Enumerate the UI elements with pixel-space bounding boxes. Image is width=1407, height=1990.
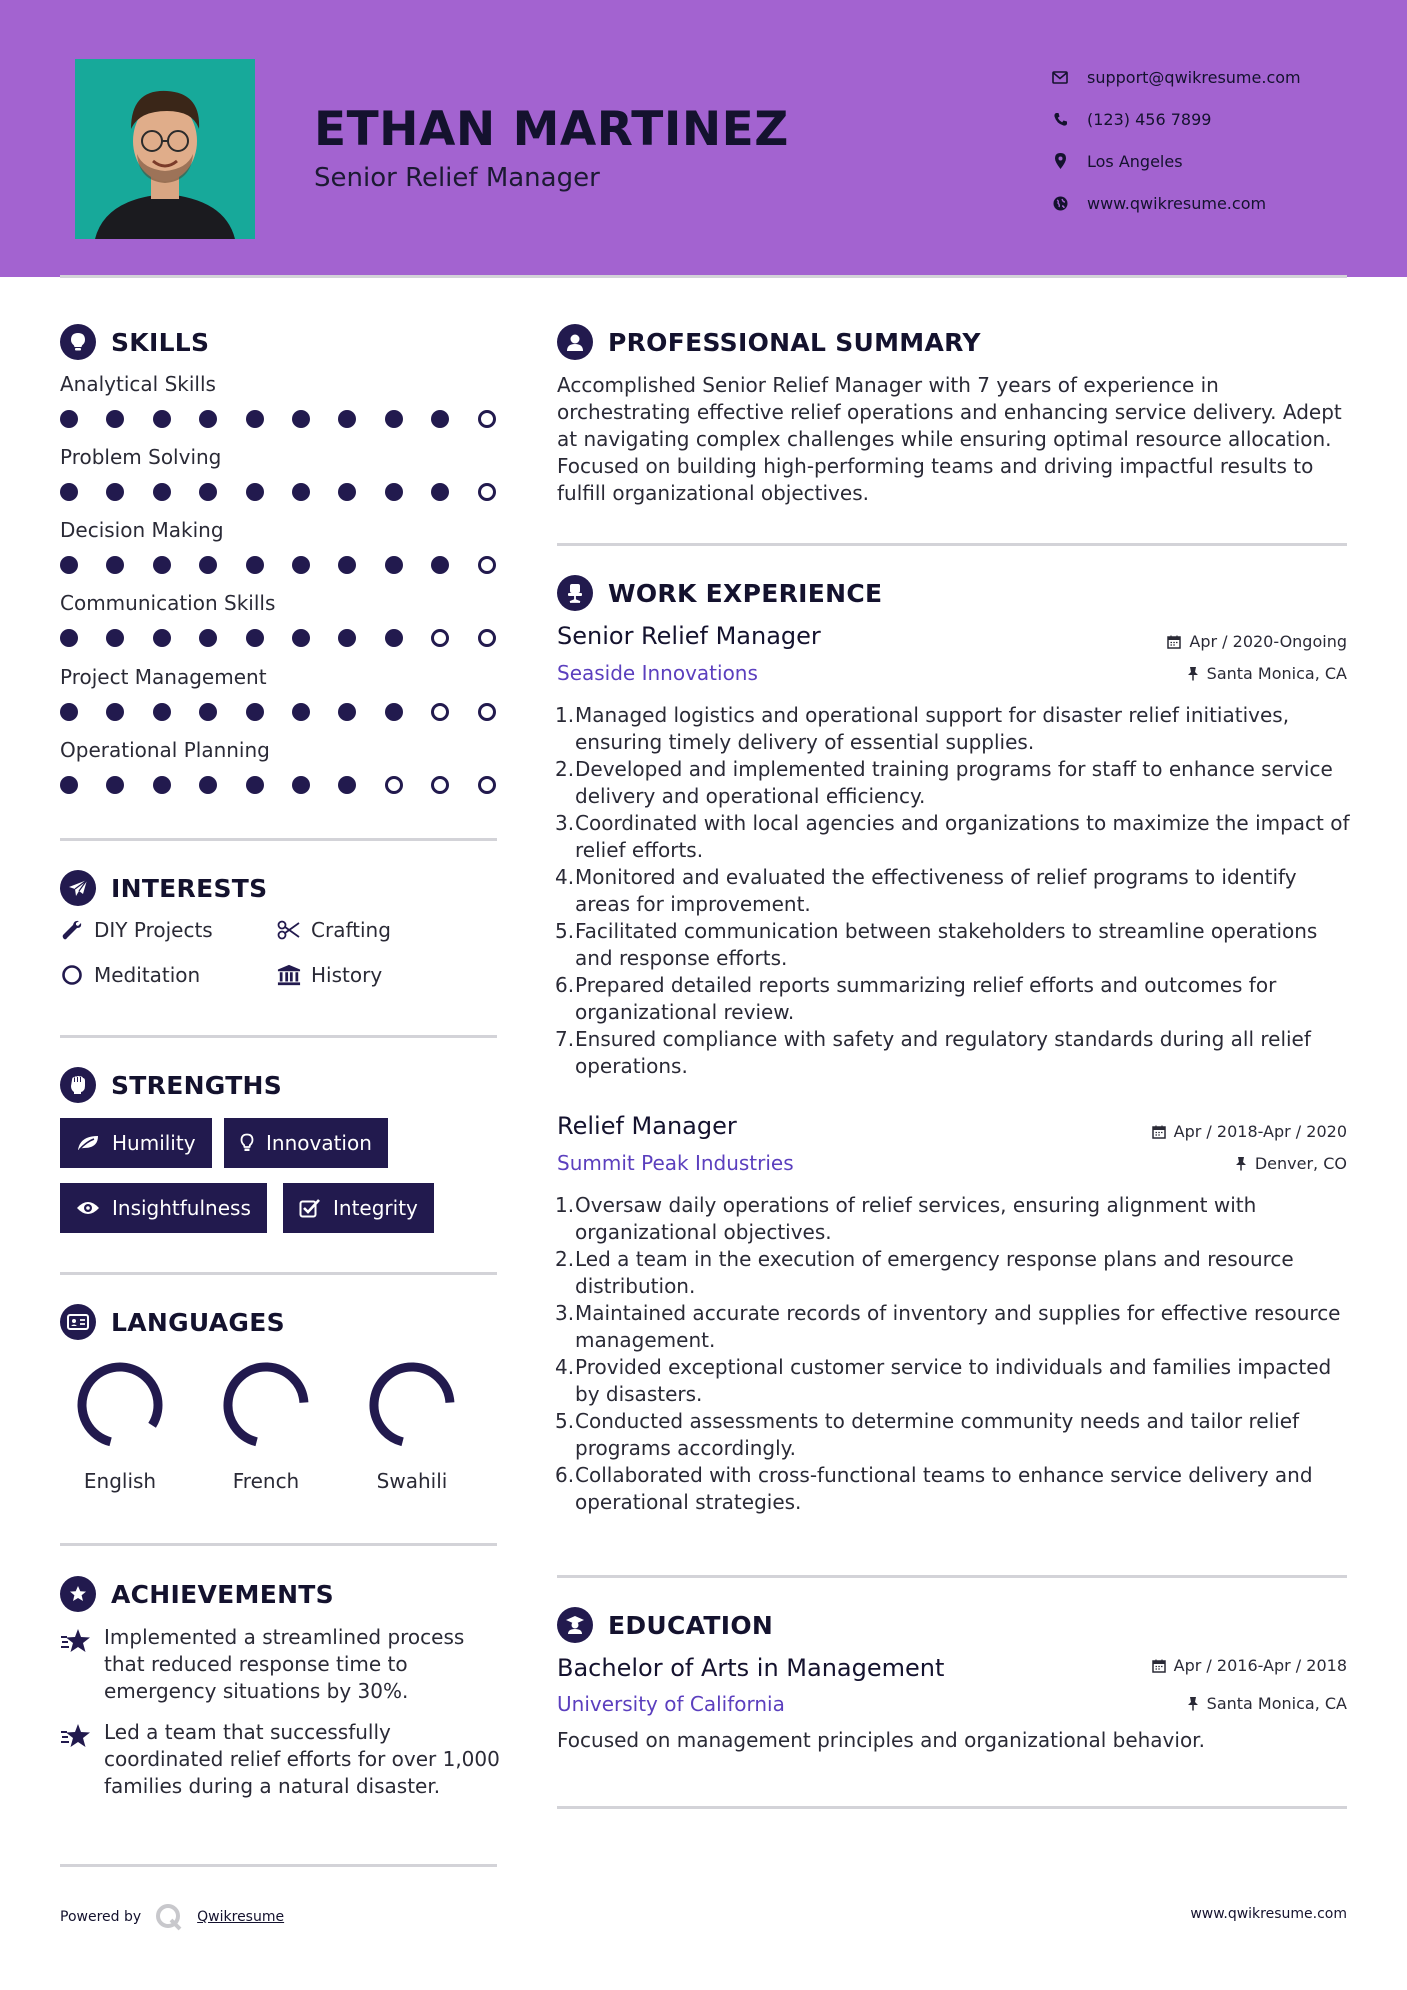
strengths-heading — [60, 1067, 282, 1103]
phone-icon — [1050, 109, 1070, 129]
skill-dot-filled — [106, 483, 124, 501]
skill-item — [60, 665, 500, 723]
skill-dot-filled — [199, 703, 217, 721]
achievements-heading — [60, 1576, 334, 1612]
language-level-ring — [218, 1357, 314, 1453]
job-dates-text: Apr / 2020-Ongoing — [1189, 632, 1347, 651]
interest-label: Meditation — [94, 963, 201, 987]
skill-dot-filled — [338, 556, 356, 574]
job-bullet: 6. Prepared detailed reports summarizing relief efforts and outcomes for organizational review. — [555, 973, 1277, 1024]
contact-location — [1050, 140, 1390, 182]
qwikresume-logo-icon — [155, 1903, 183, 1931]
strength-tag — [60, 1118, 212, 1168]
skill-dot-filled — [60, 776, 78, 794]
qwikresume-link[interactable]: Qwikresume — [197, 1909, 285, 1925]
skill-rating — [60, 556, 500, 576]
skill-dot-filled — [292, 776, 310, 794]
skill-name: Analytical Skills — [60, 372, 216, 396]
section-divider — [60, 1272, 497, 1275]
contact-phone-text: (123) 456 7899 — [1087, 109, 1212, 129]
skill-dot-filled — [338, 629, 356, 647]
candidate-name: ETHAN MARTINEZ — [314, 102, 789, 157]
skill-dot-filled — [246, 776, 264, 794]
skill-dot-filled — [60, 556, 78, 574]
skill-dot-filled — [60, 483, 78, 501]
school-name: University of California — [557, 1692, 785, 1716]
skill-dot-filled — [60, 410, 78, 428]
section-divider — [60, 1543, 497, 1546]
strength-tag — [224, 1118, 388, 1168]
skill-dot-empty — [478, 776, 496, 794]
skill-dot-filled — [338, 483, 356, 501]
skill-dot-empty — [478, 556, 496, 574]
strength-label: Integrity — [333, 1196, 418, 1220]
skill-dot-filled — [153, 410, 171, 428]
skill-dot-empty — [431, 703, 449, 721]
skill-dot-filled — [153, 556, 171, 574]
skill-dot-filled — [431, 410, 449, 428]
office-chair-icon — [557, 575, 593, 611]
skill-item — [60, 518, 500, 576]
skill-name: Decision Making — [60, 518, 224, 542]
skill-dot-empty — [431, 629, 449, 647]
paper-plane-icon — [60, 870, 96, 906]
summary-text: Accomplished Senior Relief Manager with 7 years of experience in orchestrating effective relief operations and enhancing service delivery. Adept at navigating complex challenges while ensuring optimal resource allocation. Focused on building high-performing teams and driving impactful results to fulfill organizational objectives. — [557, 373, 1342, 505]
education-title: EDUCATION — [608, 1610, 774, 1640]
job-bullet: 4. Monitored and evaluated the effectiveness of relief programs to identify areas for improvement. — [555, 865, 1297, 916]
experience-title: WORK EXPERIENCE — [608, 578, 883, 608]
skills-title: SKILLS — [111, 327, 210, 357]
job-bullet: 2. Developed and implemented training programs for staff to enhance service delivery and operational efficiency. — [555, 757, 1333, 808]
skill-dot-filled — [292, 703, 310, 721]
contact-location-text: Los Angeles — [1087, 151, 1183, 171]
job-bullet: 2. Led a team in the execution of emergency response plans and resource distribution. — [555, 1247, 1294, 1298]
user-icon — [557, 324, 593, 360]
person-avatar-icon — [75, 59, 255, 239]
job-dates — [1152, 1122, 1347, 1141]
strength-tag — [283, 1183, 434, 1233]
skill-dot-filled — [60, 703, 78, 721]
powered-by-label: Powered by — [60, 1909, 142, 1925]
degree-title: Bachelor of Arts in Management — [557, 1654, 945, 1682]
pushpin-icon — [1235, 1156, 1247, 1171]
job-location — [1235, 1154, 1347, 1173]
profile-photo — [75, 59, 255, 239]
envelope-icon — [1050, 67, 1070, 87]
globe-icon — [1050, 193, 1070, 213]
skill-item — [60, 738, 500, 796]
language-level-ring — [72, 1357, 168, 1453]
circle-icon — [60, 963, 84, 987]
interest-item — [277, 918, 391, 942]
skill-dot-filled — [338, 703, 356, 721]
section-divider — [60, 838, 497, 841]
skill-dot-filled — [153, 703, 171, 721]
skill-dot-empty — [478, 483, 496, 501]
language-name: French — [232, 1469, 300, 1493]
section-divider — [60, 1035, 497, 1038]
job-location-text: Santa Monica, CA — [1206, 664, 1347, 683]
skill-name: Problem Solving — [60, 445, 222, 469]
interests-heading — [60, 870, 267, 906]
skill-dot-filled — [292, 629, 310, 647]
education-dates — [1152, 1656, 1347, 1675]
skill-dot-filled — [246, 703, 264, 721]
job-title: Senior Relief Manager — [557, 622, 821, 650]
job-title: Relief Manager — [557, 1112, 737, 1140]
job-bullet: 3. Maintained accurate records of inventory and supplies for effective resource management. — [555, 1301, 1341, 1352]
job-bullet: 1. Oversaw daily operations of relief services, ensuring alignment with organizational objectives. — [555, 1193, 1257, 1244]
skill-dot-filled — [385, 483, 403, 501]
job-bullet: 5. Conducted assessments to determine community needs and tailor relief programs accordingly. — [555, 1409, 1300, 1460]
calendar-icon — [1152, 1659, 1166, 1673]
interest-label: DIY Projects — [94, 918, 213, 942]
language-level-arc — [82, 1367, 158, 1442]
star-icon — [60, 1624, 92, 1705]
footer-url[interactable]: www.qwikresume.com — [1190, 1906, 1347, 1922]
achievement-item — [60, 1624, 500, 1705]
job-location-text: Denver, CO — [1254, 1154, 1347, 1173]
language-level-ring — [364, 1357, 460, 1453]
language-level-arc — [374, 1367, 450, 1442]
strengths-title: STRENGTHS — [111, 1070, 283, 1100]
education-location-text: Santa Monica, CA — [1206, 1694, 1347, 1713]
graduate-icon — [557, 1607, 593, 1643]
skill-dot-filled — [385, 703, 403, 721]
skill-dot-filled — [431, 483, 449, 501]
job-bullet: 4. Provided exceptional customer service to individuals and families impacted by disasters. — [555, 1355, 1332, 1406]
language-item — [342, 1357, 482, 1493]
job-responsibilities — [557, 702, 1357, 1080]
job-responsibilities — [557, 1192, 1357, 1516]
skill-rating — [60, 483, 500, 503]
eye-icon — [76, 1200, 100, 1216]
skill-dot-filled — [338, 410, 356, 428]
skill-dot-filled — [60, 629, 78, 647]
star-badge-icon — [60, 1576, 96, 1612]
job-dates — [1167, 632, 1347, 651]
skill-dot-filled — [385, 556, 403, 574]
bank-icon — [277, 963, 301, 987]
lightbulb-icon — [240, 1133, 254, 1153]
skill-rating — [60, 776, 500, 796]
leaf-icon — [76, 1134, 100, 1152]
interest-item — [60, 918, 213, 942]
language-level-arc — [228, 1367, 304, 1442]
skill-dot-empty — [478, 703, 496, 721]
section-divider — [557, 1806, 1347, 1809]
strength-tag — [60, 1183, 267, 1233]
job-company: Seaside Innovations — [557, 661, 758, 685]
skill-dot-filled — [246, 629, 264, 647]
candidate-title: Senior Relief Manager — [314, 163, 600, 193]
contact-website-text: www.qwikresume.com — [1087, 193, 1267, 213]
experience-heading — [557, 575, 882, 611]
job-bullet: 5. Facilitated communication between stakeholders to streamline operations and response efforts. — [555, 919, 1318, 970]
skill-dot-filled — [338, 776, 356, 794]
lightbulb-icon — [60, 324, 96, 360]
skill-dot-filled — [106, 776, 124, 794]
language-name: English — [83, 1469, 157, 1493]
job-bullet: 1. Managed logistics and operational support for disaster relief initiatives, ensuring timely delivery of essential supplies. — [555, 703, 1290, 754]
skill-dot-filled — [385, 629, 403, 647]
skill-rating — [60, 703, 500, 723]
interest-item — [277, 963, 382, 987]
interest-label: History — [311, 963, 383, 987]
skill-name: Communication Skills — [60, 591, 276, 615]
skill-dot-filled — [246, 410, 264, 428]
section-divider — [60, 1864, 497, 1867]
skill-dot-filled — [292, 556, 310, 574]
footer-branding — [60, 1903, 284, 1931]
job-bullet: 3. Coordinated with local agencies and organizations to maximize the impact of relief efforts. — [555, 811, 1350, 862]
contact-phone[interactable] — [1050, 98, 1390, 140]
skill-item — [60, 445, 500, 503]
wrench-icon — [60, 918, 84, 942]
language-item — [50, 1357, 190, 1493]
skill-dot-empty — [431, 776, 449, 794]
skill-dot-filled — [292, 410, 310, 428]
section-divider — [557, 543, 1347, 546]
resume-header — [0, 0, 1407, 277]
skill-dot-filled — [106, 556, 124, 574]
skill-dot-filled — [153, 629, 171, 647]
skill-dot-filled — [106, 629, 124, 647]
strength-label: Humility — [112, 1131, 196, 1155]
skill-dot-filled — [246, 483, 264, 501]
calendar-icon — [1152, 1125, 1166, 1139]
check-square-icon — [299, 1198, 321, 1218]
skill-dot-filled — [106, 703, 124, 721]
skill-dot-filled — [153, 776, 171, 794]
pushpin-icon — [1187, 1696, 1199, 1711]
job-location — [1187, 664, 1347, 683]
language-item — [196, 1357, 336, 1493]
skill-rating — [60, 629, 500, 649]
strength-label: Insightfulness — [112, 1196, 251, 1220]
contact-list — [1050, 56, 1390, 224]
skill-dot-empty — [478, 410, 496, 428]
job-bullet: 7. Ensured compliance with safety and regulatory standards during all relief operations. — [555, 1027, 1311, 1078]
achievement-item — [60, 1719, 500, 1800]
job-bullet: 6. Collaborated with cross-functional teams to enhance service delivery and operational strategies. — [555, 1463, 1313, 1514]
skill-dot-filled — [199, 629, 217, 647]
summary-title: PROFESSIONAL SUMMARY — [608, 327, 981, 357]
skill-dot-filled — [292, 483, 310, 501]
skill-dot-filled — [106, 410, 124, 428]
id-card-icon — [60, 1304, 96, 1340]
contact-email[interactable] — [1050, 56, 1390, 98]
scissors-icon — [277, 918, 301, 942]
skill-dot-filled — [199, 776, 217, 794]
skills-heading — [60, 324, 209, 360]
header-divider — [60, 275, 1347, 278]
education-dates-text: Apr / 2016-Apr / 2018 — [1173, 1656, 1347, 1675]
language-name: Swahili — [376, 1469, 448, 1493]
education-description: Focused on management principles and organizational behavior. — [557, 1728, 1205, 1752]
skill-dot-empty — [385, 776, 403, 794]
pushpin-icon — [1187, 666, 1199, 681]
calendar-icon — [1167, 635, 1181, 649]
interest-item — [60, 963, 200, 987]
skill-dot-filled — [199, 410, 217, 428]
skill-dot-empty — [478, 629, 496, 647]
skill-dot-filled — [199, 483, 217, 501]
section-divider — [557, 1575, 1347, 1578]
skill-dot-filled — [153, 483, 171, 501]
summary-heading — [557, 324, 981, 360]
skill-item — [60, 372, 500, 430]
job-company: Summit Peak Industries — [557, 1151, 794, 1175]
skill-dot-filled — [199, 556, 217, 574]
job-dates-text: Apr / 2018-Apr / 2020 — [1173, 1122, 1347, 1141]
achievement-text: Led a team that successfully coordinated relief efforts for over 1,000 families during a natural disaster. — [104, 1720, 500, 1798]
star-icon — [60, 1719, 92, 1800]
interest-label: Crafting — [311, 918, 391, 942]
interests-title: INTERESTS — [111, 873, 268, 903]
skill-dot-filled — [246, 556, 264, 574]
skill-name: Project Management — [60, 665, 267, 689]
contact-website[interactable] — [1050, 182, 1390, 224]
contact-email-text: support@qwikresume.com — [1087, 67, 1301, 87]
languages-title: LANGUAGES — [111, 1307, 285, 1337]
languages-heading — [60, 1304, 285, 1340]
achievement-text: Implemented a streamlined process that reduced response time to emergency situations by 30%. — [104, 1625, 465, 1703]
fist-icon — [60, 1067, 96, 1103]
achievements-title: ACHIEVEMENTS — [111, 1579, 334, 1609]
education-location — [1187, 1694, 1347, 1713]
skill-rating — [60, 410, 500, 430]
skill-dot-filled — [385, 410, 403, 428]
map-pin-icon — [1050, 151, 1070, 171]
education-heading — [557, 1607, 773, 1643]
skill-name: Operational Planning — [60, 738, 270, 762]
skill-dot-filled — [431, 556, 449, 574]
skill-item — [60, 591, 500, 649]
strength-label: Innovation — [266, 1131, 372, 1155]
